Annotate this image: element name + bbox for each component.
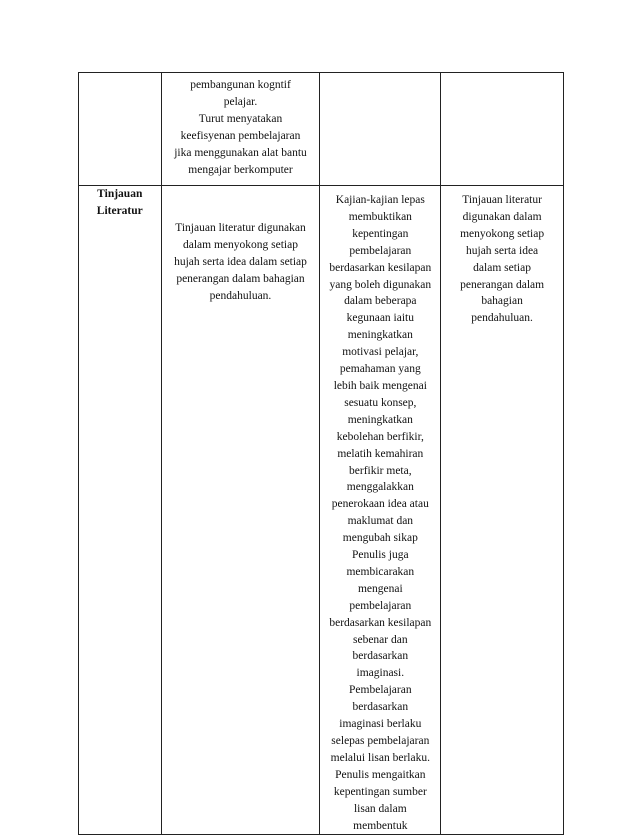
table-cell-r2-c3 xyxy=(320,186,441,835)
cell-text: Tinjauan literatur digunakan dalam menyokong setiap hujah serta idea dalam setiap penerangan dalam bahagian pendahuluan. xyxy=(460,194,545,325)
section-heading-cell xyxy=(79,186,162,835)
review-table xyxy=(78,72,564,835)
section-heading: Tinjauan Literatur xyxy=(96,188,143,217)
cell-text: Tinjauan literatur digunakan dalam menyokong setiap hujah serta idea dalam setiap penerangan dalam bahagian pendahuluan. xyxy=(174,222,307,302)
table-cell-r1-c2 xyxy=(161,73,320,186)
cell-text: Kajian-kajian lepas membuktikan kepentingan pembelajaran berdasarkan kesilapan yang boleh digunakan dalam beberapa kegunaan iaitu meningkatkan motivasi pelajar, pemahaman yang lebih baik mengenai sesuatu konsep, meningkatkan kebolehan berfikir, melatih kemahiran berfikir meta, menggalakkan penerokaan idea atau maklumat dan mengubah sikap Penulis juga membicarakan mengenai pembelajaran berdasarkan kesilapan sebenar dan berdasarkan imaginasi. Pembelajaran berdasarkan imaginasi berlaku selepas pembelajaran melalui lisan berlaku. Penulis mengaitkan kepentingan sumber lisan dalam membentuk xyxy=(329,194,432,832)
table-cell-r1-c4 xyxy=(441,73,564,186)
cell-text: pembangunan kogntif pelajar. Turut menyatakan keefisyenan pembelajaran jika menggunakan alat bantu mengajar berkomputer xyxy=(174,79,307,176)
table-cell-r1-c3 xyxy=(320,73,441,186)
table-row xyxy=(79,186,564,835)
table-cell-r2-c2 xyxy=(161,186,320,835)
table-cell-r1-c1 xyxy=(79,73,162,186)
table-cell-r2-c4 xyxy=(441,186,564,835)
table-row xyxy=(79,73,564,186)
